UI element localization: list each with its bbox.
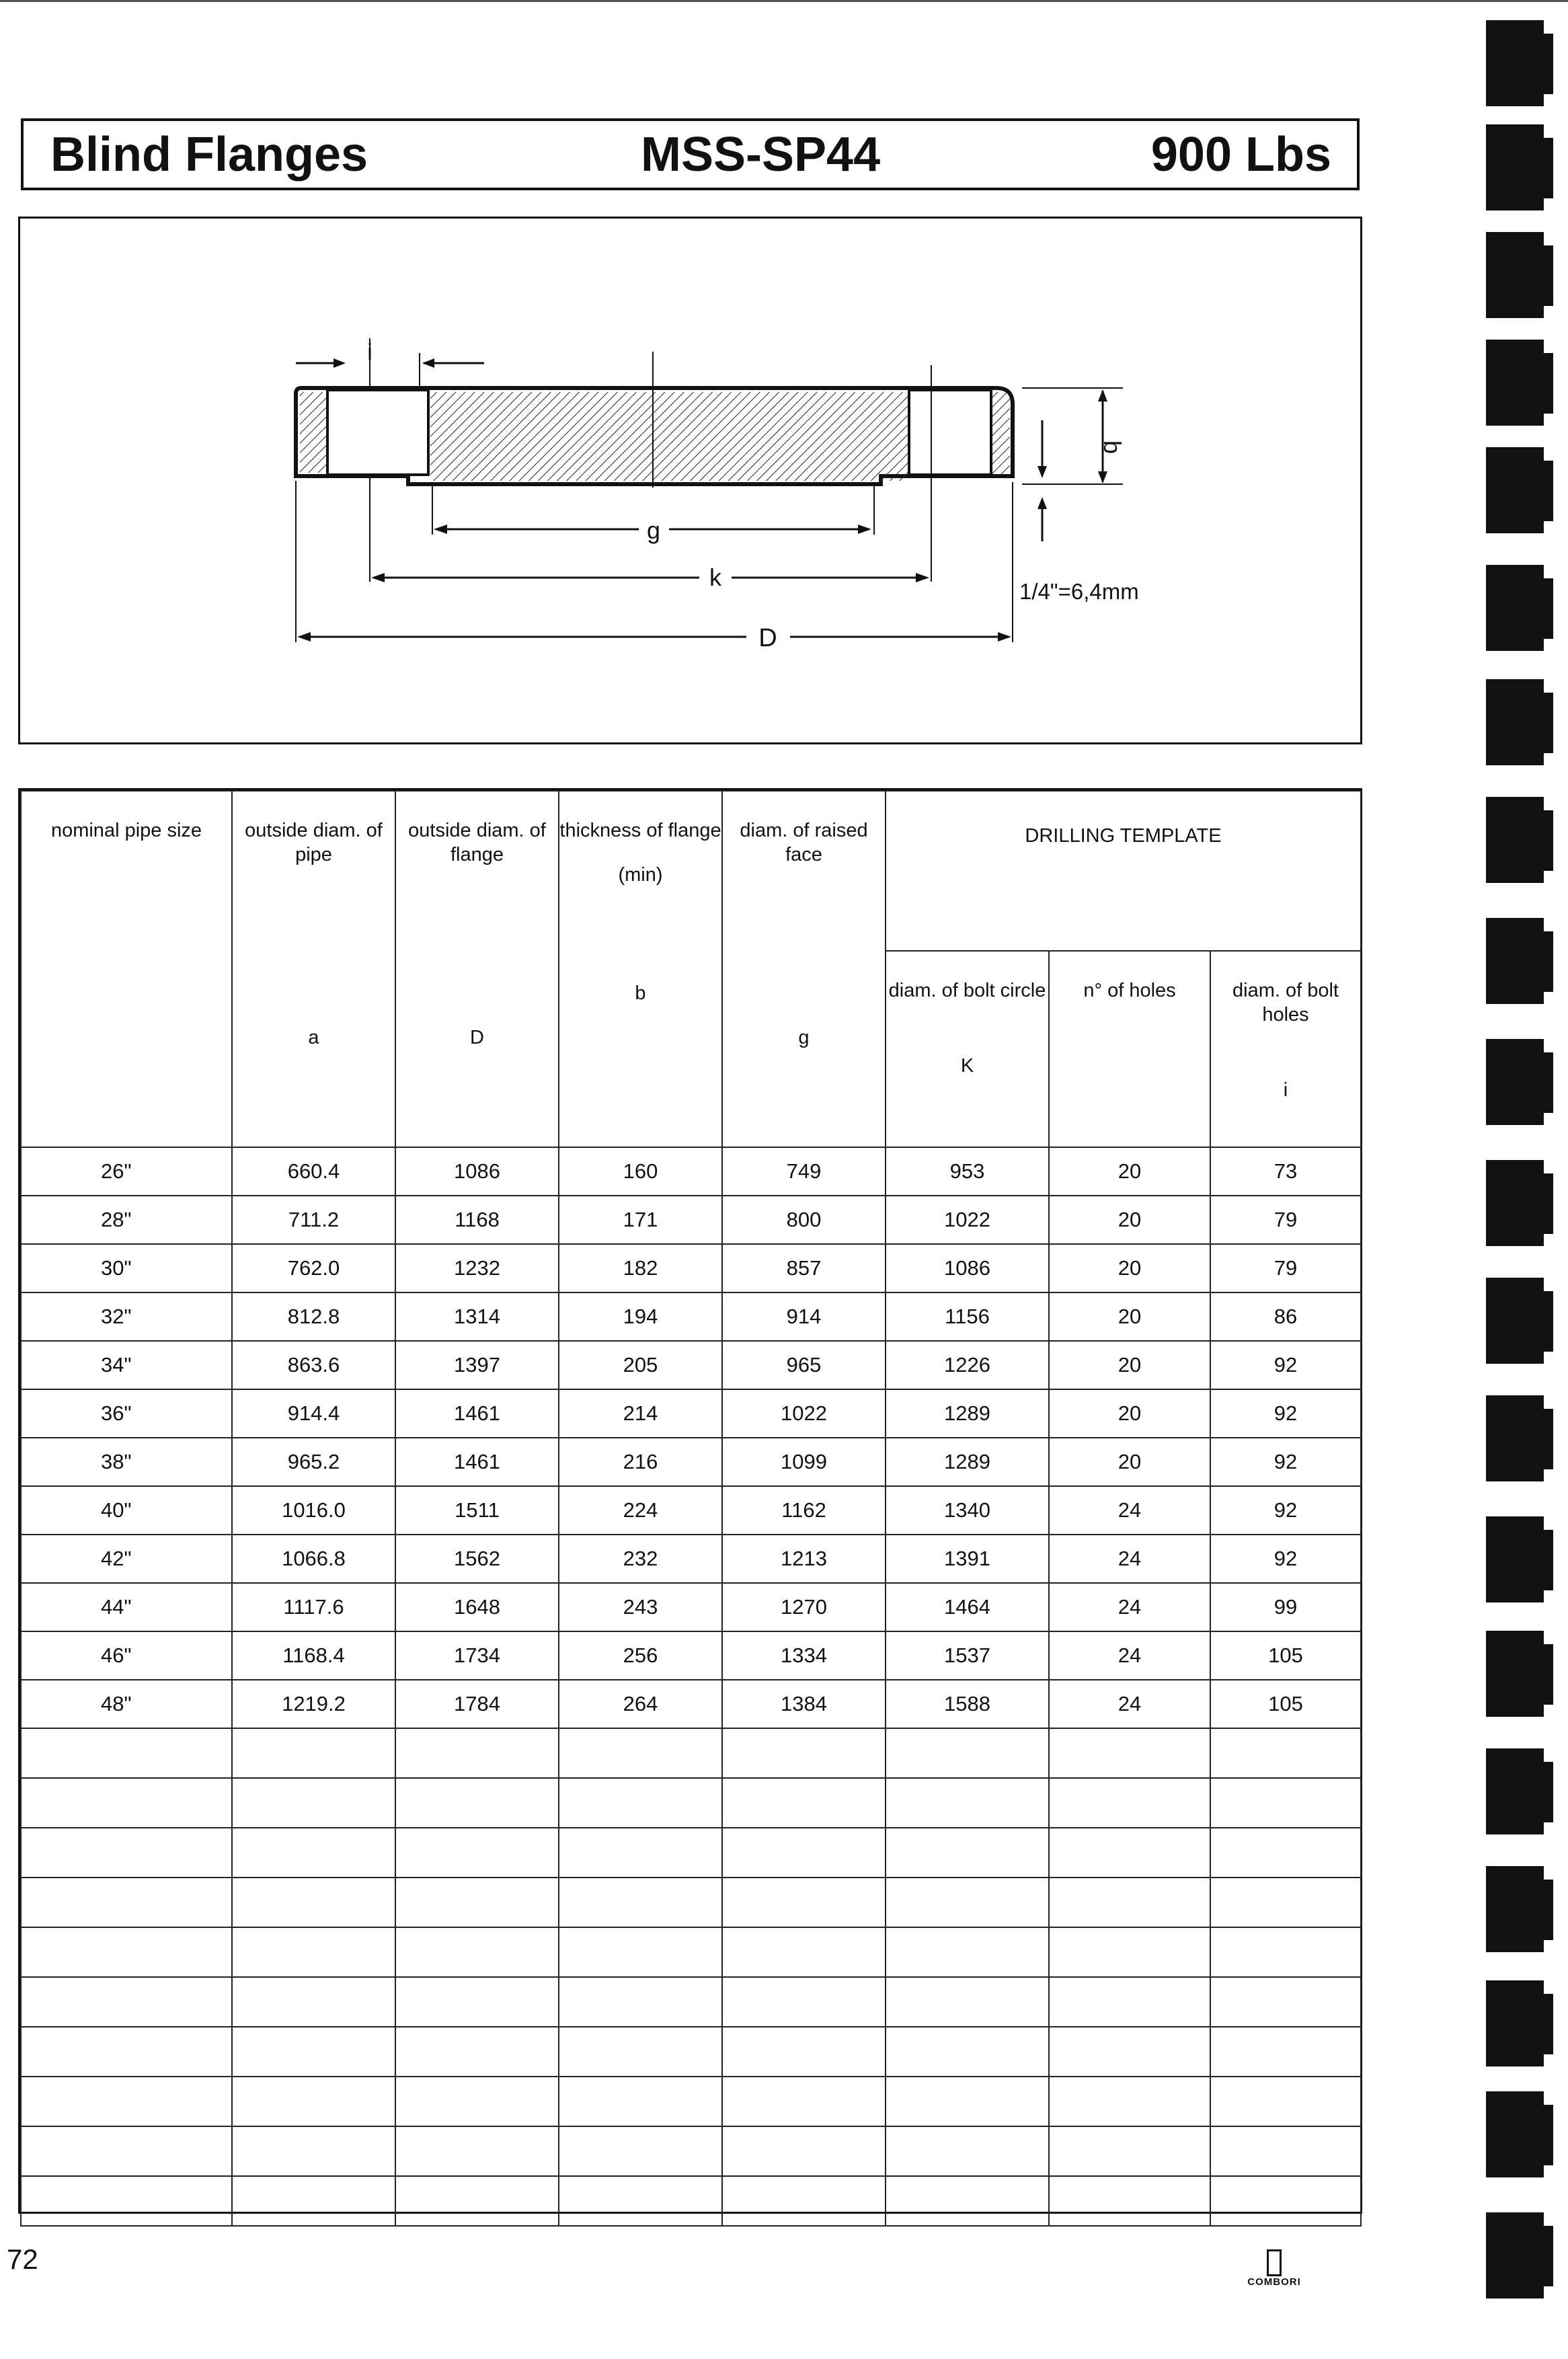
binding-tab — [1486, 918, 1544, 1004]
cell-D: 1168 — [395, 1196, 559, 1244]
cell-D: 1086 — [395, 1147, 559, 1196]
cell-K: 1537 — [886, 1631, 1049, 1680]
table-row — [21, 1341, 1361, 1389]
empty-row — [21, 2077, 1361, 2126]
binding-tab — [1486, 1980, 1544, 2066]
label-b: b — [1099, 440, 1126, 455]
cell-b: 243 — [559, 1583, 722, 1631]
flange-spec-table — [20, 790, 1362, 2227]
empty-cell — [722, 1778, 886, 1828]
cell-i: 92 — [1210, 1389, 1361, 1438]
cell-D: 1648 — [395, 1583, 559, 1631]
empty-cell — [559, 1778, 722, 1828]
empty-cell — [559, 1927, 722, 1977]
header-nominal-size: nominal pipe size — [21, 791, 232, 1147]
binding-tab — [1486, 340, 1544, 426]
empty-cell — [395, 2176, 559, 2226]
binding-tab — [1486, 1866, 1544, 1952]
cell-K: 1464 — [886, 1583, 1049, 1631]
top-edge-line — [0, 0, 1568, 2]
header-holes: n° of holes — [1049, 951, 1210, 1147]
pressure-rating: 900 Lbs — [1150, 128, 1331, 182]
binding-tab — [1486, 1631, 1544, 1717]
empty-cell — [886, 2027, 1049, 2077]
cell-D: 1511 — [395, 1486, 559, 1535]
empty-cell — [395, 1977, 559, 2027]
cell-i: 105 — [1210, 1680, 1361, 1728]
cell-i: 79 — [1210, 1244, 1361, 1292]
header-pipe-od: outside diam. of pipe a — [232, 791, 395, 1147]
binding-tab — [1486, 1278, 1544, 1364]
cell-n: 20 — [1049, 1196, 1210, 1244]
cell-D: 1784 — [395, 1680, 559, 1728]
empty-cell — [886, 1728, 1049, 1778]
empty-cell — [722, 2176, 886, 2226]
dim-g — [432, 486, 874, 544]
empty-cell — [559, 2027, 722, 2077]
cell-size: 28" — [21, 1196, 232, 1244]
empty-cell — [1210, 1778, 1361, 1828]
header-raised-face: diam. of raised face g — [722, 791, 886, 1147]
empty-cell — [559, 2176, 722, 2226]
empty-cell — [232, 1828, 395, 1878]
binding-tab — [1486, 565, 1544, 651]
empty-cell — [722, 1927, 886, 1977]
table-row — [21, 1680, 1361, 1728]
binding-tab — [1486, 1748, 1544, 1834]
cell-i: 92 — [1210, 1341, 1361, 1389]
table-row — [21, 1631, 1361, 1680]
dim-i — [296, 338, 484, 387]
empty-row — [21, 2027, 1361, 2077]
header-drilling-template: DRILLING TEMPLATE — [886, 791, 1361, 951]
empty-cell — [886, 2077, 1049, 2126]
bolt-hole-left — [327, 390, 428, 475]
empty-cell — [722, 2126, 886, 2176]
empty-cell — [21, 1927, 232, 1977]
empty-row — [21, 1728, 1361, 1778]
cell-g: 914 — [722, 1292, 886, 1341]
cell-K: 1022 — [886, 1196, 1049, 1244]
empty-cell — [1049, 1927, 1210, 1977]
cell-g: 1270 — [722, 1583, 886, 1631]
cell-a: 1168.4 — [232, 1631, 395, 1680]
cell-i: 79 — [1210, 1196, 1361, 1244]
cell-a: 965.2 — [232, 1438, 395, 1486]
cell-size: 26" — [21, 1147, 232, 1196]
cell-n: 20 — [1049, 1244, 1210, 1292]
cell-b: 171 — [559, 1196, 722, 1244]
cell-size: 40" — [21, 1486, 232, 1535]
empty-cell — [232, 1878, 395, 1927]
binding-tab — [1486, 1516, 1544, 1602]
cell-g: 1384 — [722, 1680, 886, 1728]
cell-i: 105 — [1210, 1631, 1361, 1680]
table-row — [21, 1147, 1361, 1196]
cell-size: 44" — [21, 1583, 232, 1631]
cell-b: 182 — [559, 1244, 722, 1292]
binding-tab — [1486, 232, 1544, 318]
binding-tab — [1486, 2212, 1544, 2298]
cell-b: 264 — [559, 1680, 722, 1728]
label-g: g — [646, 516, 661, 544]
table-row — [21, 1583, 1361, 1631]
cell-a: 812.8 — [232, 1292, 395, 1341]
flange-diagram — [18, 217, 1362, 744]
empty-cell — [395, 1878, 559, 1927]
cell-g: 1099 — [722, 1438, 886, 1486]
hatch-right — [992, 392, 1010, 474]
empty-cell — [886, 1878, 1049, 1927]
binding-tab — [1486, 679, 1544, 765]
bolt-hole-right — [909, 390, 991, 475]
cell-K: 1340 — [886, 1486, 1049, 1535]
cell-g: 1334 — [722, 1631, 886, 1680]
cell-n: 24 — [1049, 1486, 1210, 1535]
cell-a: 863.6 — [232, 1341, 395, 1389]
binding-tab — [1486, 447, 1544, 533]
label-i: i — [367, 340, 373, 365]
cell-b: 224 — [559, 1486, 722, 1535]
table-row — [21, 1196, 1361, 1244]
cell-K: 1289 — [886, 1438, 1049, 1486]
empty-cell — [559, 1828, 722, 1878]
cell-size: 42" — [21, 1535, 232, 1583]
title-bar — [21, 118, 1360, 190]
scale-note: 1/4"=6,4mm — [1019, 579, 1139, 604]
cell-a: 762.0 — [232, 1244, 395, 1292]
empty-cell — [559, 1728, 722, 1778]
cell-a: 1016.0 — [232, 1486, 395, 1535]
cell-b: 194 — [559, 1292, 722, 1341]
cell-n: 24 — [1049, 1535, 1210, 1583]
cell-K: 1226 — [886, 1341, 1049, 1389]
cell-D: 1461 — [395, 1389, 559, 1438]
empty-cell — [1210, 1728, 1361, 1778]
empty-cell — [722, 1828, 886, 1878]
empty-cell — [395, 1778, 559, 1828]
cell-i: 99 — [1210, 1583, 1361, 1631]
empty-cell — [21, 1828, 232, 1878]
cell-K: 1086 — [886, 1244, 1049, 1292]
empty-row — [21, 2176, 1361, 2226]
table-body — [21, 1147, 1361, 2226]
label-D: D — [758, 624, 777, 652]
hatch-left — [300, 392, 327, 473]
empty-cell — [559, 1878, 722, 1927]
empty-cell — [1210, 1977, 1361, 2027]
empty-row — [21, 2126, 1361, 2176]
empty-cell — [1049, 1778, 1210, 1828]
empty-cell — [21, 2126, 232, 2176]
binding-tab — [1486, 1160, 1544, 1246]
cell-D: 1314 — [395, 1292, 559, 1341]
empty-cell — [1210, 2077, 1361, 2126]
hatch-center — [430, 392, 908, 481]
empty-cell — [21, 2027, 232, 2077]
cell-g: 749 — [722, 1147, 886, 1196]
cell-g: 800 — [722, 1196, 886, 1244]
dim-D — [296, 481, 1013, 652]
logo-mark-icon — [1267, 2249, 1282, 2276]
cell-i: 92 — [1210, 1486, 1361, 1535]
empty-cell — [1049, 1828, 1210, 1878]
cell-size: 46" — [21, 1631, 232, 1680]
cell-a: 1117.6 — [232, 1583, 395, 1631]
cell-i: 86 — [1210, 1292, 1361, 1341]
cell-size: 30" — [21, 1244, 232, 1292]
flange-table-wrapper — [18, 788, 1362, 2214]
empty-cell — [559, 2126, 722, 2176]
empty-cell — [559, 1977, 722, 2027]
table-row — [21, 1486, 1361, 1535]
cell-K: 1289 — [886, 1389, 1049, 1438]
cell-g: 857 — [722, 1244, 886, 1292]
dim-b — [1022, 388, 1126, 541]
cell-b: 214 — [559, 1389, 722, 1438]
empty-cell — [1210, 2027, 1361, 2077]
cell-i: 92 — [1210, 1535, 1361, 1583]
empty-cell — [21, 2176, 232, 2226]
cell-D: 1397 — [395, 1341, 559, 1389]
empty-cell — [232, 2126, 395, 2176]
empty-cell — [722, 1728, 886, 1778]
cell-size: 38" — [21, 1438, 232, 1486]
empty-cell — [1210, 2176, 1361, 2226]
cell-K: 1156 — [886, 1292, 1049, 1341]
binding-tab — [1486, 124, 1544, 210]
empty-row — [21, 1828, 1361, 1878]
empty-cell — [722, 1977, 886, 2027]
cell-i: 92 — [1210, 1438, 1361, 1486]
empty-cell — [395, 2077, 559, 2126]
empty-cell — [21, 1728, 232, 1778]
empty-cell — [1049, 2077, 1210, 2126]
empty-cell — [886, 1977, 1049, 2027]
cell-size: 48" — [21, 1680, 232, 1728]
table-row — [21, 1389, 1361, 1438]
cell-g: 1213 — [722, 1535, 886, 1583]
cell-D: 1461 — [395, 1438, 559, 1486]
empty-cell — [232, 2176, 395, 2226]
cell-g: 965 — [722, 1341, 886, 1389]
table-row — [21, 1535, 1361, 1583]
empty-cell — [1210, 1828, 1361, 1878]
cell-g: 1022 — [722, 1389, 886, 1438]
binding-tab — [1486, 20, 1544, 106]
cell-b: 160 — [559, 1147, 722, 1196]
table-row — [21, 1244, 1361, 1292]
empty-cell — [395, 2126, 559, 2176]
cell-b: 232 — [559, 1535, 722, 1583]
empty-cell — [886, 2176, 1049, 2226]
empty-cell — [232, 2077, 395, 2126]
table-row — [21, 1292, 1361, 1341]
publisher-logo: COMBORI — [1230, 2249, 1318, 2288]
header-bolt-holes: diam. of bolt holes i — [1210, 951, 1361, 1147]
cell-a: 1219.2 — [232, 1680, 395, 1728]
header-bolt-circle: diam. of bolt circle K — [886, 951, 1049, 1147]
label-k: k — [709, 564, 721, 591]
empty-cell — [722, 2027, 886, 2077]
empty-cell — [395, 1728, 559, 1778]
empty-cell — [1049, 1878, 1210, 1927]
binding-tab — [1486, 797, 1544, 883]
cell-K: 953 — [886, 1147, 1049, 1196]
empty-cell — [722, 2077, 886, 2126]
empty-cell — [559, 2077, 722, 2126]
cell-a: 711.2 — [232, 1196, 395, 1244]
empty-cell — [21, 2077, 232, 2126]
cell-D: 1734 — [395, 1631, 559, 1680]
binding-tab — [1486, 1395, 1544, 1481]
cell-size: 32" — [21, 1292, 232, 1341]
binding-tab — [1486, 1039, 1544, 1125]
cell-g: 1162 — [722, 1486, 886, 1535]
empty-cell — [886, 1927, 1049, 1977]
table-header-row — [21, 791, 1361, 951]
cell-n: 20 — [1049, 1292, 1210, 1341]
empty-cell — [232, 1728, 395, 1778]
cell-n: 20 — [1049, 1341, 1210, 1389]
table-row — [21, 1438, 1361, 1486]
empty-cell — [232, 1927, 395, 1977]
cell-K: 1391 — [886, 1535, 1049, 1583]
cell-D: 1232 — [395, 1244, 559, 1292]
cell-b: 205 — [559, 1341, 722, 1389]
empty-cell — [1049, 1728, 1210, 1778]
cell-n: 24 — [1049, 1583, 1210, 1631]
empty-cell — [395, 1828, 559, 1878]
empty-cell — [21, 1977, 232, 2027]
empty-cell — [886, 2126, 1049, 2176]
page-title: Blind Flanges — [50, 128, 368, 182]
header-flange-od: outside diam. of flange D — [395, 791, 559, 1147]
page-number: 72 — [7, 2243, 38, 2275]
cell-b: 256 — [559, 1631, 722, 1680]
spiral-binding — [1459, 0, 1568, 2359]
cell-i: 73 — [1210, 1147, 1361, 1196]
cell-size: 34" — [21, 1341, 232, 1389]
empty-cell — [232, 2027, 395, 2077]
empty-cell — [232, 1778, 395, 1828]
cell-n: 24 — [1049, 1680, 1210, 1728]
empty-cell — [395, 1927, 559, 1977]
empty-cell — [21, 1778, 232, 1828]
flange-drawing — [20, 219, 1360, 742]
cell-a: 1066.8 — [232, 1535, 395, 1583]
empty-cell — [232, 1977, 395, 2027]
empty-row — [21, 1927, 1361, 1977]
header-thickness: thickness of flange (min) b — [559, 791, 722, 1147]
empty-cell — [1049, 2176, 1210, 2226]
cell-D: 1562 — [395, 1535, 559, 1583]
cell-n: 20 — [1049, 1389, 1210, 1438]
empty-row — [21, 1878, 1361, 1927]
cell-a: 660.4 — [232, 1147, 395, 1196]
empty-cell — [395, 2027, 559, 2077]
empty-cell — [1210, 1927, 1361, 1977]
empty-cell — [886, 1778, 1049, 1828]
cell-b: 216 — [559, 1438, 722, 1486]
cell-n: 20 — [1049, 1438, 1210, 1486]
cell-size: 36" — [21, 1389, 232, 1438]
cell-K: 1588 — [886, 1680, 1049, 1728]
cell-a: 914.4 — [232, 1389, 395, 1438]
empty-cell — [21, 1878, 232, 1927]
cell-n: 24 — [1049, 1631, 1210, 1680]
empty-row — [21, 1778, 1361, 1828]
empty-cell — [1049, 1977, 1210, 2027]
cell-n: 20 — [1049, 1147, 1210, 1196]
empty-cell — [1210, 2126, 1361, 2176]
empty-cell — [1210, 1878, 1361, 1927]
binding-tab — [1486, 2091, 1544, 2177]
empty-cell — [722, 1878, 886, 1927]
empty-cell — [886, 1828, 1049, 1878]
empty-row — [21, 1977, 1361, 2027]
flange-body — [296, 352, 1013, 488]
empty-cell — [1049, 2027, 1210, 2077]
standard-label: MSS-SP44 — [641, 128, 881, 182]
empty-cell — [1049, 2126, 1210, 2176]
